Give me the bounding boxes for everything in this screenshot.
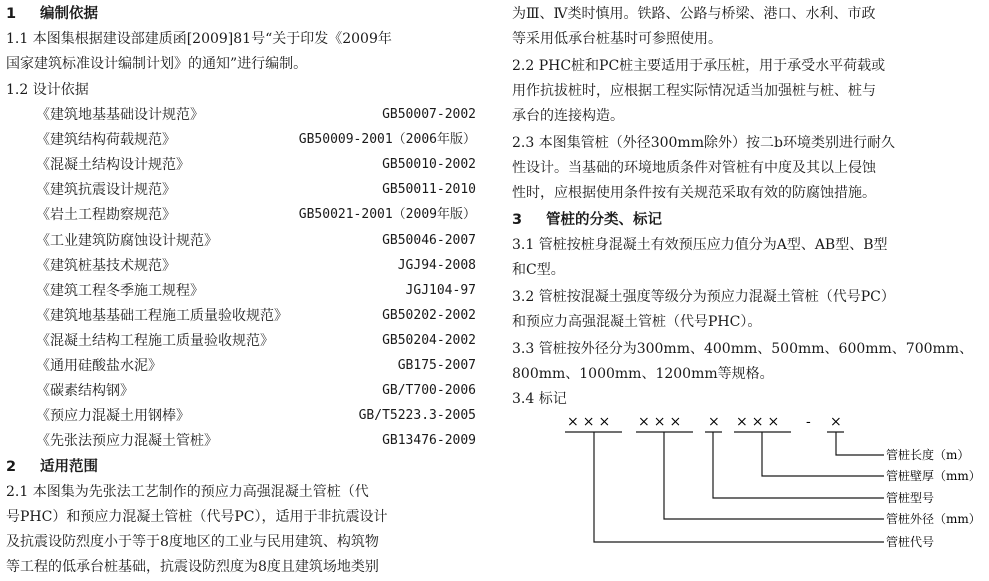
standard-code: GB175-2007 — [397, 358, 476, 373]
leader-type — [713, 432, 884, 498]
standard-row — [36, 331, 476, 351]
para-1-1-line-2: 国家建筑标准设计编制计划》的通知”进行编制。 — [6, 56, 308, 72]
para-2-2-line-2: 用作抗拔桩时，应根据工程实际情况适当加强桩与桩、桩与 — [512, 83, 876, 99]
section-1-heading — [6, 4, 98, 24]
para-3-3-line-1: 3.3 管桩按外径分为300mm、400mm、500mm、600mm、700mm、 — [512, 341, 974, 357]
standard-row — [36, 155, 476, 175]
standard-title: 《碳素结构钢》 — [36, 383, 134, 400]
leader-wall — [762, 432, 884, 476]
mark-group-diameter: ××× — [638, 414, 686, 430]
mark-group-wall: ××× — [736, 414, 784, 430]
para-3-2-line-1: 3.2 管桩按混凝土强度等级分为预应力混凝土管桩（代号PC） — [512, 289, 895, 305]
label-outer-diameter: 管桩外径（mm） — [886, 512, 981, 526]
standard-row — [36, 356, 476, 376]
para-1-1-line-1: 1.1 本图集根据建设部建质函[2009]81号“关于印发《2009年 — [6, 31, 392, 47]
mark-dash: - — [806, 414, 811, 430]
standard-title: 《建筑结构荷载规范》 — [36, 132, 176, 149]
para-3-3-line-2: 800mm、1000mm、1200mm等规格。 — [512, 366, 774, 382]
para-2-2-line-3: 承台的连接构造。 — [512, 108, 624, 124]
para-2-2-line-1: 2.2 PHC桩和PC桩主要适用于承压桩，用于承受水平荷载或 — [512, 58, 886, 74]
standard-row — [36, 180, 476, 200]
standard-title: 《建筑地基基础工程施工质量验收规范》 — [36, 307, 288, 324]
standard-code: GB50021-2001（2009年版） — [298, 207, 476, 223]
standard-row — [36, 381, 476, 401]
standard-row — [36, 205, 476, 225]
standard-title: 《工业建筑防腐蚀设计规范》 — [36, 232, 218, 249]
standard-title: 《建筑抗震设计规范》 — [36, 182, 176, 199]
para-3-1-line-2: 和C型。 — [512, 262, 565, 278]
para-2-1-cont-line-2: 等采用低承台桩基时可参照使用。 — [512, 31, 722, 47]
standard-title: 《建筑地基基础设计规范》 — [36, 107, 204, 123]
standard-code: GB/T5223.3-2005 — [358, 408, 476, 424]
standard-row — [36, 406, 476, 426]
standard-row — [36, 256, 476, 276]
standard-code: GB50007-2002 — [382, 107, 476, 122]
standard-code: GB50202-2002 — [382, 307, 476, 323]
standard-title: 《混凝土结构设计规范》 — [36, 157, 190, 174]
standard-title: 《先张法预应力混凝土管桩》 — [36, 433, 218, 450]
standard-row — [36, 231, 476, 251]
standard-row — [36, 281, 476, 301]
standard-title: 《建筑工程冬季施工规程》 — [36, 282, 204, 299]
section-title: 适用范围 — [40, 459, 98, 475]
para-2-1-line-2: 号PHC）和预应力混凝土管桩（代号PC），适用于非抗震设计 — [6, 509, 388, 525]
standard-title: 《预应力混凝土用钢棒》 — [36, 408, 190, 425]
section-number: 2 — [6, 459, 17, 475]
standard-code: GB50010-2002 — [382, 157, 476, 173]
para-2-3-line-2: 性设计。当基础的环境地质条件对管桩有中度及其以上侵蚀 — [512, 160, 876, 176]
para-2-3-line-3: 性时，应根据使用条件按有关规范采取有效的防腐蚀措施。 — [512, 185, 876, 201]
standard-code: JGJ104-97 — [405, 282, 476, 298]
standard-code: JGJ94-2008 — [397, 257, 476, 273]
para-3-4-title: 3.4 标记 — [512, 391, 567, 407]
standard-title: 《岩土工程勘察规范》 — [36, 207, 176, 224]
standard-row — [36, 105, 476, 125]
section-2-heading — [6, 457, 98, 477]
mark-group-length: × — [830, 414, 842, 430]
label-code: 管桩代号 — [886, 535, 935, 549]
para-2-1-cont-line-1: 为Ⅲ、Ⅳ类时慎用。铁路、公路与桥梁、港口、水利、市政 — [512, 6, 876, 22]
para-2-3-line-1: 2.3 本图集管桩（外径300mm除外）按二b环境类别进行耐久 — [512, 135, 895, 151]
section-number: 3 — [512, 212, 523, 228]
section-number: 1 — [6, 6, 17, 22]
leader-lines — [594, 432, 884, 542]
standard-title: 《通用硅酸盐水泥》 — [36, 358, 162, 374]
para-2-1-line-4: 等工程的低承台桩基础，抗震设防烈度为8度且建筑场地类别 — [6, 559, 379, 575]
standard-code: GB50011-2010 — [382, 182, 476, 198]
section-3-heading — [512, 210, 662, 230]
standard-title: 《建筑桩基技术规范》 — [36, 257, 176, 274]
marking-diagram — [512, 410, 982, 560]
label-wall-thickness: 管桩壁厚（mm） — [886, 469, 981, 483]
section-title: 管桩的分类、标记 — [546, 212, 662, 228]
label-type: 管桩型号 — [886, 491, 935, 505]
standard-code: GB50009-2001（2006年版） — [298, 132, 476, 148]
standard-row — [36, 431, 476, 451]
standard-code: GB50204-2002 — [382, 332, 476, 348]
standard-code: GB/T700-2006 — [382, 383, 476, 399]
para-1-2-title: 1.2 设计依据 — [6, 82, 89, 98]
mark-group-code: ××× — [567, 414, 615, 430]
para-3-2-line-2: 和预应力高强混凝土管桩（代号PHC）。 — [512, 314, 762, 330]
standard-row — [36, 130, 476, 150]
section-title: 编制依据 — [40, 6, 98, 22]
standard-row — [36, 306, 476, 326]
mark-group-type: × — [708, 414, 720, 430]
leader-code — [594, 432, 884, 542]
para-2-1-line-3: 及抗震设防烈度小于等于8度地区的工业与民用建筑、构筑物 — [6, 534, 379, 550]
para-2-1-line-1: 2.1 本图集为先张法工艺制作的预应力高强混凝土管桩（代 — [6, 484, 369, 500]
standard-code: GB50046-2007 — [382, 232, 476, 248]
label-length: 管桩长度（m） — [886, 448, 970, 462]
para-3-1-line-1: 3.1 管桩按桩身混凝土有效预压应力值分为A型、AB型、B型 — [512, 237, 888, 253]
standard-title: 《混凝土结构工程施工质量验收规范》 — [36, 332, 274, 349]
leader-length — [836, 432, 884, 455]
standard-code: GB13476-2009 — [382, 433, 476, 449]
